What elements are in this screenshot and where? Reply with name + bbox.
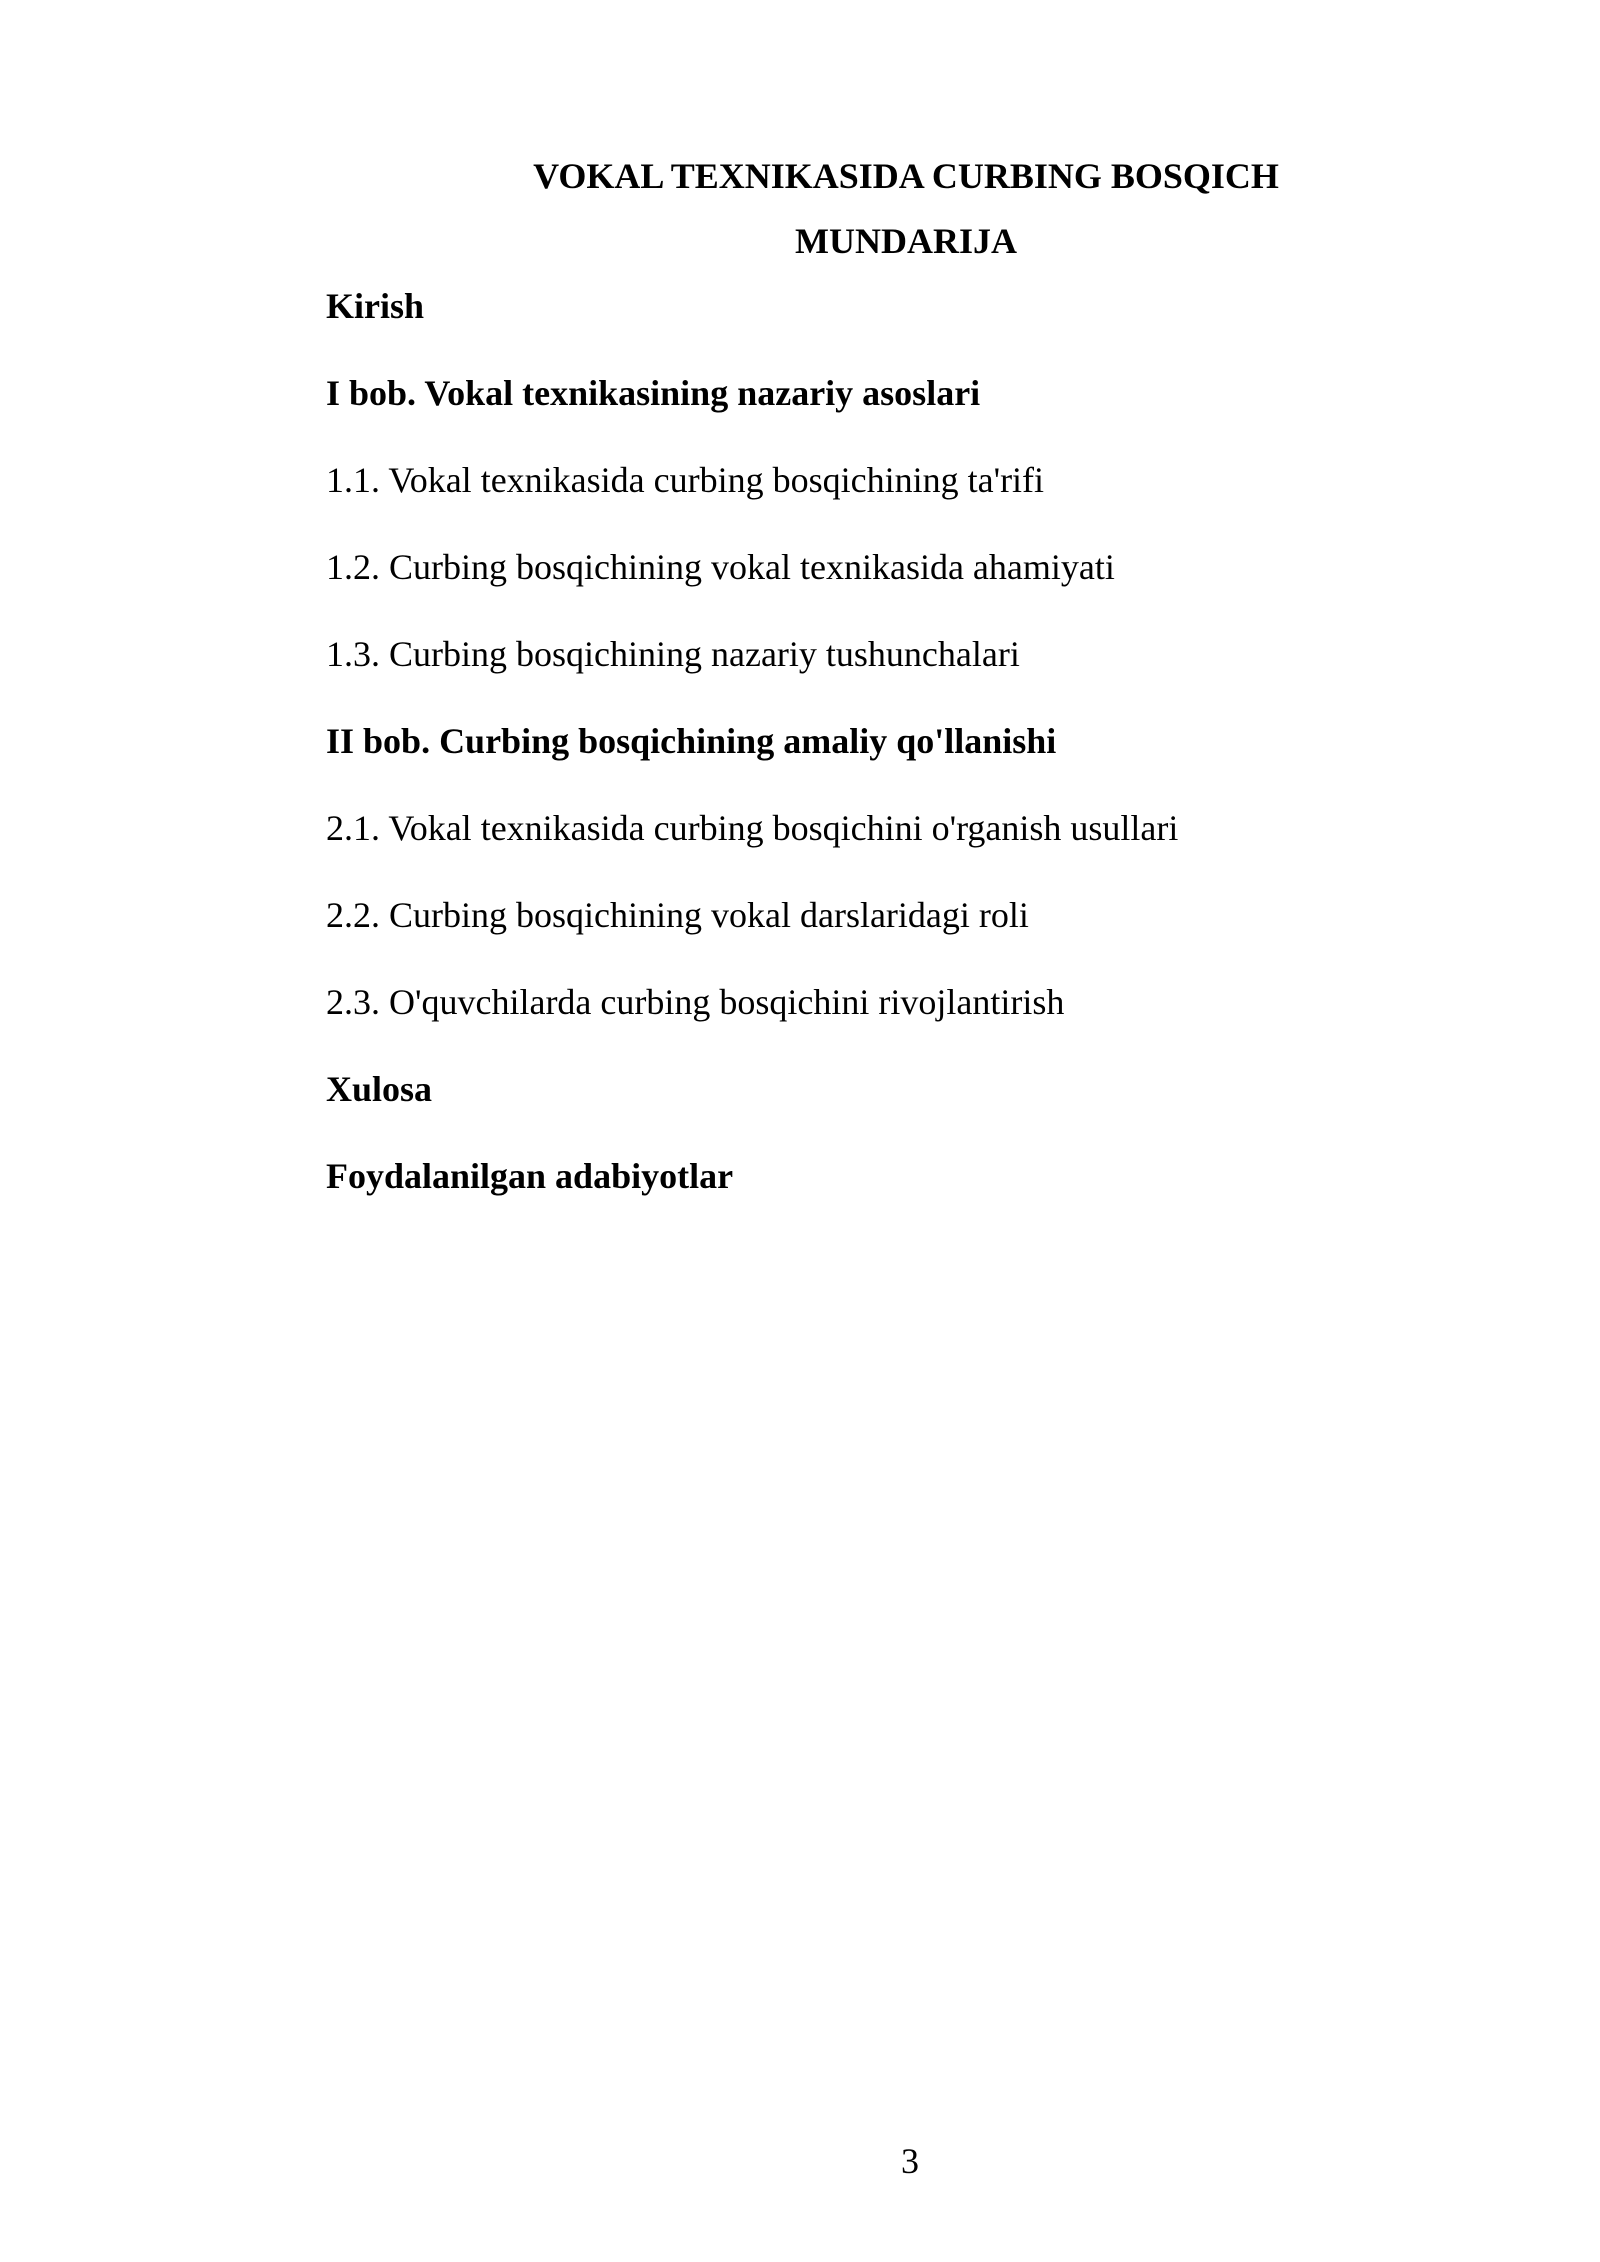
toc-item-introduction: Kirish [326,286,425,326]
toc-item-section-2-1: 2.1. Vokal texnikasida curbing bosqichini o'rganish usullari [326,808,1179,848]
page-number: 3 [901,2141,919,2181]
toc-item-references: Foydalanilgan adabiyotlar [326,1156,734,1196]
toc-item-conclusion: Xulosa [326,1069,433,1109]
toc-item-section-2-3: 2.3. O'quvchilarda curbing bosqichini rivojlantirish [326,982,1065,1022]
table-of-contents [326,280,1486,1237]
document-title: VOKAL TEXNIKASIDA CURBING BOSQICH [533,156,1279,196]
toc-item-chapter-1: I bob. Vokal texnikasining nazariy asoslari [326,373,981,413]
toc-item-section-1-2: 1.2. Curbing bosqichining vokal texnikasida ahamiyati [326,547,1115,587]
toc-heading: MUNDARIJA [795,221,1017,261]
toc-item-section-1-3: 1.3. Curbing bosqichining nazariy tushunchalari [326,634,1020,674]
toc-item-chapter-2: II bob. Curbing bosqichining amaliy qo'llanishi [326,721,1057,761]
toc-item-section-1-1: 1.1. Vokal texnikasida curbing bosqichining ta'rifi [326,460,1045,500]
toc-item-section-2-2: 2.2. Curbing bosqichining vokal darslaridagi roli [326,895,1029,935]
